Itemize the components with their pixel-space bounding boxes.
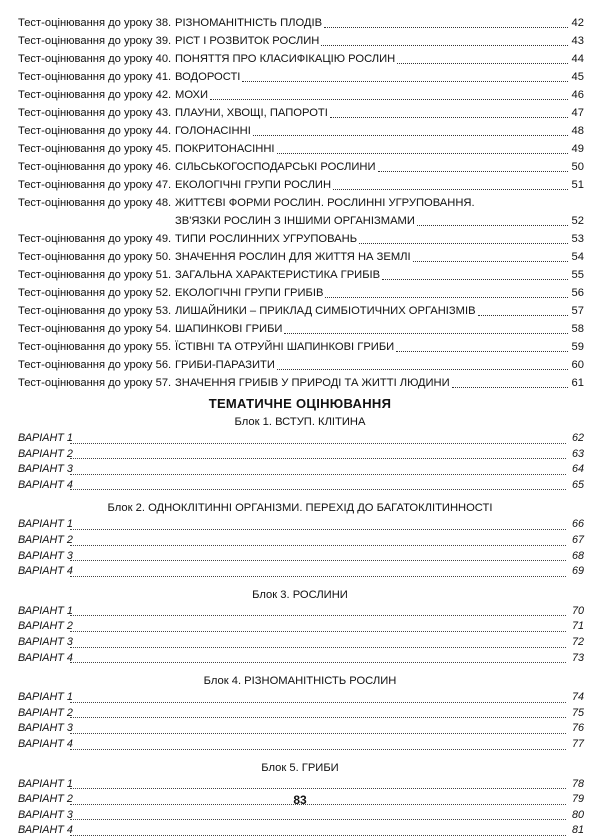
variant-entry[interactable]: [0, 823, 600, 839]
variant-entry[interactable]: [0, 517, 600, 533]
entry-title: ЕКОЛОГІЧНІ ГРУПИ ГРИБІВ: [175, 287, 324, 299]
variant-entry[interactable]: [0, 549, 600, 565]
entry-title: ЗНАЧЕННЯ ГРИБІВ У ПРИРОДІ ТА ЖИТТІ ЛЮДИНИ: [175, 377, 450, 389]
entry-prefix: Тест-оцінювання до уроку 44.: [18, 125, 172, 137]
dot-leader: [70, 458, 566, 459]
toc-entry[interactable]: [0, 176, 600, 194]
entry-title: ПОНЯТТЯ ПРО КЛАСИФІКАЦІЮ РОСЛИН: [175, 53, 396, 65]
variant-label: ВАРІАНТ 3: [18, 463, 73, 476]
dot-leader: [321, 45, 568, 46]
entry-page: 47: [571, 107, 584, 119]
toc-entry[interactable]: [0, 320, 600, 338]
entry-title: РІСТ І РОЗВИТОК РОСЛИН: [175, 35, 320, 47]
dot-leader: [253, 135, 568, 136]
variant-page: 69: [571, 565, 584, 578]
toc-entry[interactable]: [0, 266, 600, 284]
variant-entry[interactable]: [0, 721, 600, 737]
entry-page: 46: [571, 89, 584, 101]
entry-title: ЖИТТЄВІ ФОРМИ РОСЛИН. РОСЛИННІ УГРУПОВАННЯ.: [175, 197, 475, 209]
variant-entry[interactable]: [0, 737, 600, 753]
toc-entry[interactable]: [0, 284, 600, 302]
variant-entry[interactable]: [0, 808, 600, 824]
toc-entry[interactable]: [0, 68, 600, 86]
dot-leader: [70, 489, 566, 490]
variant-entry[interactable]: [0, 431, 600, 447]
variant-entry[interactable]: [0, 635, 600, 651]
entry-page: 48: [571, 125, 584, 137]
toc-entry[interactable]: [0, 158, 600, 176]
thematic-blocks: [0, 414, 600, 839]
variant-label: ВАРІАНТ 3: [18, 549, 73, 562]
dot-leader: [478, 315, 568, 316]
variant-entry[interactable]: [0, 690, 600, 706]
entry-page: 51: [571, 179, 584, 191]
variant-entry[interactable]: [0, 447, 600, 463]
variant-entry[interactable]: [0, 604, 600, 620]
dot-leader: [277, 153, 568, 154]
toc-entry[interactable]: [0, 356, 600, 374]
variant-page: 81: [571, 824, 584, 837]
variant-page: 62: [571, 432, 584, 444]
page-number: 83: [293, 793, 307, 807]
entry-title: ЕКОЛОГІЧНІ ГРУПИ РОСЛИН: [175, 179, 332, 191]
variant-entry[interactable]: [0, 462, 600, 478]
dot-leader: [378, 171, 568, 172]
variant-page: 80: [571, 808, 584, 821]
entry-page: 42: [571, 17, 584, 29]
entry-title: РІЗНОМАНІТНІСТЬ ПЛОДІВ: [175, 17, 323, 29]
variant-page: 77: [571, 737, 584, 750]
dot-leader: [396, 351, 568, 352]
dot-leader: [70, 835, 566, 836]
variant-label: ВАРІАНТ 4: [18, 651, 73, 664]
dot-leader: [397, 63, 568, 64]
entry-page: 61: [571, 377, 584, 389]
variant-entry[interactable]: [0, 777, 600, 793]
block-heading: Блок 5. ГРИБИ: [261, 761, 339, 774]
toc-entry[interactable]: [0, 338, 600, 356]
entry-title: ШАПИНКОВІ ГРИБИ: [175, 323, 283, 335]
toc-entry[interactable]: [0, 140, 600, 158]
dot-leader: [70, 529, 566, 530]
entry-page: 57: [571, 305, 584, 317]
variant-page: 68: [571, 549, 584, 562]
entry-prefix: Тест-оцінювання до уроку 55.: [18, 341, 172, 353]
dot-leader: [70, 631, 566, 632]
entry-title: ЇСТІВНІ ТА ОТРУЙНІ ШАПИНКОВІ ГРИБИ: [175, 341, 395, 353]
dot-leader: [70, 788, 566, 789]
entry-prefix: Тест-оцінювання до уроку 43.: [18, 107, 172, 119]
dot-leader: [70, 702, 566, 703]
entry-page: 43: [571, 35, 584, 47]
entry-page: 58: [571, 323, 584, 335]
entry-page: 52: [571, 215, 584, 227]
entry-page: 60: [571, 359, 584, 371]
entry-page: 50: [571, 161, 584, 173]
dot-leader: [70, 662, 566, 663]
variant-page: 65: [571, 478, 584, 491]
variant-label: ВАРІАНТ 3: [18, 808, 73, 821]
entry-prefix: Тест-оцінювання до уроку 49.: [18, 233, 172, 245]
dot-leader: [70, 749, 566, 750]
dot-leader: [284, 333, 568, 334]
variant-label: ВАРІАНТ 4: [18, 478, 73, 491]
entry-prefix: Тест-оцінювання до уроку 50.: [18, 251, 172, 263]
entry-title: ВОДОРОСТІ: [175, 71, 241, 83]
dot-leader: [70, 733, 566, 734]
variant-page: 63: [571, 447, 584, 460]
entry-prefix: Тест-оцінювання до уроку 46.: [18, 161, 172, 173]
block-heading: Блок 3. РОСЛИНИ: [252, 588, 348, 601]
entry-title: СІЛЬСЬКОГОСПОДАРСЬКІ РОСЛИНИ: [175, 161, 376, 173]
entry-prefix: Тест-оцінювання до уроку 47.: [18, 179, 172, 191]
toc-entry[interactable]: [0, 32, 600, 50]
variant-page: 66: [571, 518, 584, 531]
dot-leader: [413, 261, 568, 262]
dot-leader: [70, 647, 566, 648]
dot-leader: [333, 189, 568, 190]
entry-title: ТИПИ РОСЛИННИХ УГРУПОВАНЬ: [175, 233, 358, 245]
block-heading: Блок 1. ВСТУП. КЛІТИНА: [234, 416, 366, 428]
variant-page: 75: [571, 706, 584, 719]
dot-leader: [452, 387, 568, 388]
toc-entry[interactable]: [0, 194, 600, 230]
entry-page: 54: [571, 251, 584, 263]
variant-entry[interactable]: [0, 651, 600, 667]
dot-leader: [70, 717, 566, 718]
dot-leader: [70, 819, 566, 820]
entry-page: 59: [571, 341, 584, 353]
dot-leader: [70, 545, 566, 546]
dot-leader: [70, 615, 566, 616]
entry-prefix: Тест-оцінювання до уроку 51.: [18, 269, 172, 281]
entry-prefix: Тест-оцінювання до уроку 48.: [18, 197, 172, 209]
dot-leader: [70, 474, 566, 475]
variant-label: ВАРІАНТ 2: [18, 706, 73, 719]
entry-title: ЛИШАЙНИКИ – ПРИКЛАД СИМБІОТИЧНИХ ОРГАНІЗМІВ: [175, 305, 476, 317]
entry-prefix: Тест-оцінювання до уроку 38.: [18, 17, 172, 29]
entry-prefix: Тест-оцінювання до уроку 41.: [18, 71, 172, 83]
entry-title-continued: ЗВ'ЯЗКИ РОСЛИН З ІНШИМИ ОРГАНІЗМАМИ: [175, 215, 415, 227]
entry-prefix: Тест-оцінювання до уроку 39.: [18, 35, 172, 47]
entry-title: ГОЛОНАСІННІ: [175, 125, 251, 137]
entry-title: ПЛАУНИ, ХВОЩІ, ПАПОРОТІ: [175, 107, 328, 119]
dot-leader: [417, 225, 568, 226]
entry-prefix: Тест-оцінювання до уроку 54.: [18, 323, 172, 335]
dot-leader: [324, 27, 568, 28]
variant-label: ВАРІАНТ 1: [18, 432, 73, 444]
entry-page: 49: [571, 143, 584, 155]
entry-page: 55: [571, 269, 584, 281]
entry-title: ГРИБИ-ПАРАЗИТИ: [175, 359, 275, 371]
toc-entry[interactable]: [0, 50, 600, 68]
toc-entry[interactable]: [0, 14, 600, 32]
block-heading: Блок 2. ОДНОКЛІТИННІ ОРГАНІЗМИ. ПЕРЕХІД ДО БАГАТОКЛІТИННОСТІ: [107, 502, 493, 515]
variant-label: ВАРІАНТ 1: [18, 777, 73, 790]
variant-page: 67: [571, 533, 584, 546]
dot-leader: [277, 369, 568, 370]
dot-leader: [330, 117, 568, 118]
lesson-test-list: [0, 14, 600, 392]
variant-entry[interactable]: [0, 564, 600, 580]
variant-entry[interactable]: [0, 619, 600, 635]
entry-prefix: Тест-оцінювання до уроку 42.: [18, 89, 172, 101]
entry-title: ЗАГАЛЬНА ХАРАКТЕРИСТИКА ГРИБІВ: [175, 269, 381, 281]
entry-page: 44: [571, 53, 584, 65]
variant-label: ВАРІАНТ 2: [18, 620, 73, 633]
variant-label: ВАРІАНТ 1: [18, 518, 73, 531]
variant-label: ВАРІАНТ 2: [18, 447, 73, 460]
variant-label: ВАРІАНТ 4: [18, 737, 73, 750]
entry-title: ЗНАЧЕННЯ РОСЛИН ДЛЯ ЖИТТЯ НА ЗЕМЛІ: [175, 251, 411, 263]
entry-prefix: Тест-оцінювання до уроку 52.: [18, 287, 172, 299]
variant-page: 74: [571, 691, 584, 704]
variant-page: 78: [571, 777, 584, 790]
variant-label: ВАРІАНТ 3: [18, 722, 73, 735]
section-title: ТЕМАТИЧНЕ ОЦІНЮВАННЯ: [208, 396, 392, 411]
variant-page: 70: [571, 604, 584, 617]
toc-entry[interactable]: [0, 86, 600, 104]
toc-entry[interactable]: [0, 302, 600, 320]
variant-entry[interactable]: [0, 706, 600, 722]
dot-leader: [70, 576, 566, 577]
variant-entry[interactable]: [0, 533, 600, 549]
variant-label: ВАРІАНТ 1: [18, 604, 73, 617]
dot-leader: [210, 99, 568, 100]
variant-page: 64: [571, 463, 584, 476]
dot-leader: [325, 297, 568, 298]
toc-entry[interactable]: [0, 374, 600, 392]
toc-entry[interactable]: [0, 122, 600, 140]
entry-prefix: Тест-оцінювання до уроку 57.: [18, 377, 172, 389]
variant-label: ВАРІАНТ 2: [18, 793, 73, 806]
entry-prefix: Тест-оцінювання до уроку 56.: [18, 359, 172, 371]
block-heading: Блок 4. РІЗНОМАНІТНІСТЬ РОСЛИН: [203, 675, 397, 688]
variant-page: 71: [571, 620, 584, 633]
variant-label: ВАРІАНТ 4: [18, 824, 73, 837]
entry-prefix: Тест-оцінювання до уроку 53.: [18, 305, 172, 317]
variant-entry[interactable]: [0, 478, 600, 494]
toc-entry[interactable]: [0, 248, 600, 266]
entry-page: 56: [571, 287, 584, 299]
variant-label: ВАРІАНТ 2: [18, 533, 73, 546]
entry-prefix: Тест-оцінювання до уроку 45.: [18, 143, 172, 155]
toc-entry[interactable]: [0, 230, 600, 248]
variant-label: ВАРІАНТ 1: [18, 691, 73, 704]
entry-page: 53: [571, 233, 584, 245]
dot-leader: [382, 279, 568, 280]
entry-page: 45: [571, 71, 584, 83]
entry-prefix: Тест-оцінювання до уроку 40.: [18, 53, 172, 65]
dot-leader: [70, 560, 566, 561]
entry-title: МОХИ: [175, 89, 209, 101]
dot-leader: [70, 443, 566, 444]
dot-leader: [359, 243, 568, 244]
variant-label: ВАРІАНТ 3: [18, 635, 73, 648]
variant-page: 72: [571, 635, 584, 648]
dot-leader: [242, 81, 568, 82]
variant-page: 79: [571, 793, 584, 806]
variant-page: 73: [571, 651, 584, 664]
entry-title: ПОКРИТОНАСІННІ: [175, 143, 275, 155]
toc-entry[interactable]: [0, 104, 600, 122]
variant-page: 76: [571, 722, 584, 735]
variant-label: ВАРІАНТ 4: [18, 565, 73, 578]
